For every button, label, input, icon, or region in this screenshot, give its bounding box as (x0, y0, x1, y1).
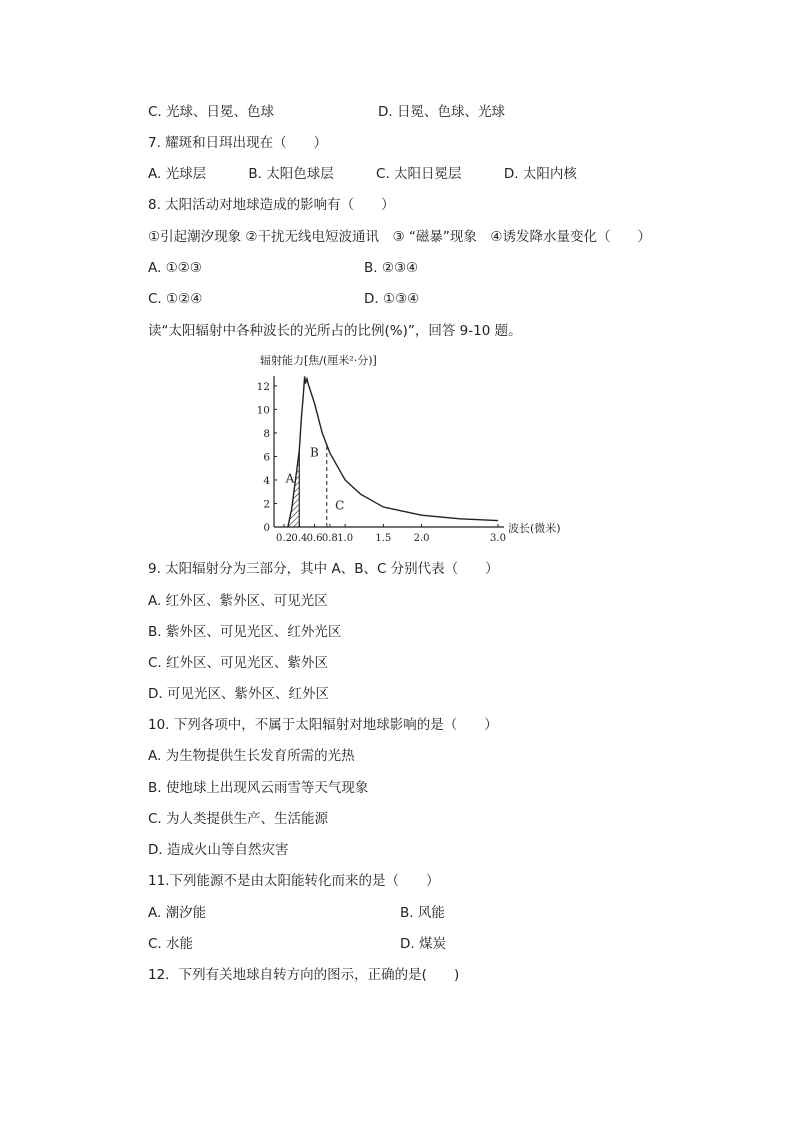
q11-option-c: C. 水能 (148, 936, 194, 952)
x-axis-label: 波长(微米) (508, 522, 561, 535)
q8-option-b: B. ②③④ (364, 260, 419, 276)
y-tick-label: 10 (256, 404, 270, 417)
x-tick-label: 0.8 (321, 533, 338, 543)
q8-option-a: A. ①②③ (148, 260, 202, 276)
q7-options (148, 165, 577, 183)
q8-stem: 8. 太阳活动对地球造成的影响有（ ） (148, 197, 395, 213)
q7-option-d: D. 太阳内核 (503, 166, 577, 182)
x-tick-label: 0.2 (276, 533, 292, 543)
q9-option-a: A. 红外区、紫外区、可见光区 (148, 593, 328, 609)
solar-radiation-chart (240, 348, 580, 543)
q10-option-a: A. 为生物提供生长发育所需的光热 (148, 748, 355, 764)
q10-option-b: B. 使地球上出现风云雨雪等天气现象 (148, 780, 369, 796)
region-label-a: A (285, 471, 295, 486)
x-tick-label: 0.6 (306, 533, 323, 543)
y-tick-label: 6 (263, 451, 270, 464)
chart-intro: 读“太阳辐射中各种波长的光所占的比例(%)”，回答 9-10 题。 (148, 323, 522, 339)
q8-items: ①引起潮汐现象 ②干扰无线电短波通讯 ③ “磁暴”现象 ④诱发降水量变化（ ） (148, 229, 651, 245)
q9-stem: 9. 太阳辐射分为三部分，其中 A、B、C 分别代表（ ） (148, 561, 499, 577)
q12-stem: 12．下列有关地球自转方向的图示，正确的是( ) (148, 967, 460, 983)
region-label-c: C (335, 498, 345, 513)
q7-option-a: A. 光球层 (148, 166, 207, 182)
q10-option-c: C. 为人类提供生产、生活能源 (148, 811, 329, 827)
q9-option-d: D. 可见光区、紫外区、红外区 (148, 686, 329, 702)
y-tick-label: 0 (263, 522, 270, 534)
q10-stem: 10. 下列各项中，不属于太阳辐射对地球影响的是（ ） (148, 717, 498, 733)
y-tick-label: 2 (263, 498, 270, 511)
q6-option-d: D. 日冕、色球、光球 (378, 104, 505, 120)
x-tick-label: 2.0 (413, 533, 430, 543)
q11-stem: 11.下列能源不是由太阳能转化而来的是（ ） (148, 873, 440, 889)
q11-option-d: D. 煤炭 (400, 936, 446, 952)
radiation-curve (288, 376, 498, 527)
region-label-b: B (310, 445, 319, 460)
q7-option-c: C. 太阳日冕层 (376, 166, 462, 182)
q8-option-c: C. ①②④ (148, 291, 203, 307)
q11-option-b: B. 风能 (400, 905, 445, 921)
q7-stem: 7. 耀斑和日珥出现在（ ） (148, 135, 328, 151)
q10-option-d: D. 造成火山等自然灾害 (148, 842, 289, 858)
q7-option-b: B. 太阳色球层 (248, 166, 334, 182)
y-tick-label: 12 (256, 380, 270, 393)
y-tick-label: 8 (263, 427, 270, 440)
q6-option-c: C. 光球、日冕、色球 (148, 104, 275, 120)
q8-option-d: D. ①③④ (364, 291, 420, 307)
x-tick-label: 3.0 (490, 533, 506, 543)
q11-option-a: A. 潮汐能 (148, 905, 207, 921)
x-tick-label: 1.5 (375, 533, 392, 543)
y-tick-label: 4 (263, 474, 270, 487)
q9-option-b: B. 紫外区、可见光区、红外光区 (148, 624, 342, 640)
q9-option-c: C. 红外区、可见光区、紫外区 (148, 655, 329, 671)
x-tick-label: 0.4 (291, 533, 308, 543)
x-tick-label: 1.0 (337, 533, 354, 543)
y-axis-label: 辐射能力[焦/(厘米²·分)] (260, 354, 377, 367)
